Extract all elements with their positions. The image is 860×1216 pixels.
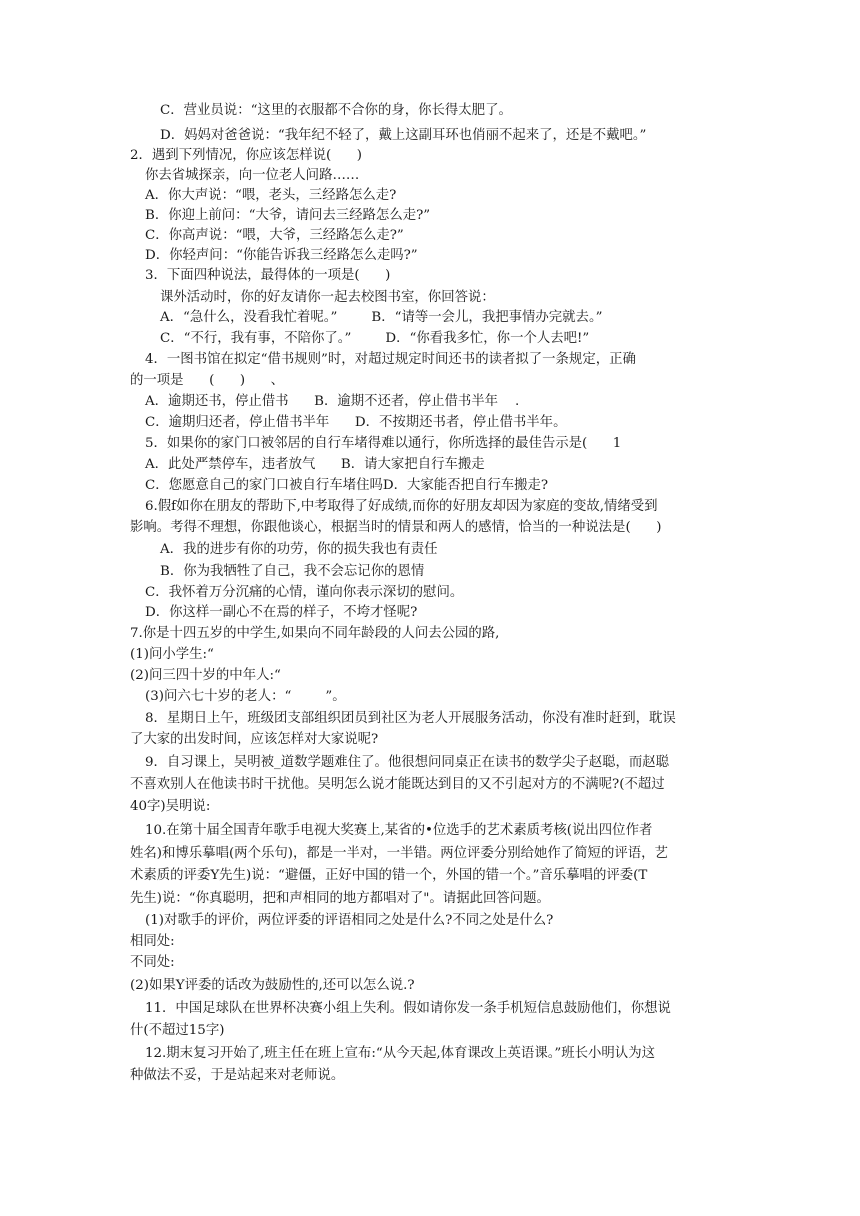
question-9-cont: 不喜欢别人在他读书时干扰他。吴明怎么说才能既达到目的又不引起对方的不满呢?(不超过: [130, 777, 665, 792]
question-10: 10.在第十届全国青年歌手电视大奖赛上,某省的•位选手的艺术素质考核(说出四位作者: [145, 823, 653, 838]
question-3-context: 课外活动时，你的好友请你一起去校图书室，你回答说：: [160, 290, 495, 305]
question-2-option-b: B．你迎上前问：“大爷，请问去三经路怎么走?”: [145, 208, 431, 223]
question-11-cont: 什(不超过15字): [130, 1023, 225, 1038]
question-2-context: 你去省城探亲，向一位老人问路……: [145, 168, 360, 183]
question-4: 4．一图书馆在拟定“借书规则”时，对超过规定时间还书的读者拟了一条规定，正确: [145, 352, 636, 367]
question-4-options-ab: A．逾期还书，停止借书 B．逾期不还者，停止借书半年 .: [145, 394, 520, 409]
question-11: 11．中国足球队在世界杯决赛小组上失利。假如请你发一条手机短信息鼓励他们，你想说: [145, 1001, 671, 1016]
question-12-cont: 种做法不妥，于是站起来对老师说。: [130, 1068, 345, 1083]
question-6-cont: 影响。考得不理想，你跟他谈心，根据当时的情景和两人的感情，恰当的一种说法是( ): [130, 520, 662, 535]
question-6-option-c: C．我怀着万分沉痛的心情，谨向你表示深切的慰问。: [145, 585, 464, 600]
question-2-option-a: A．你大声说：“喂，老头，三经路怎么走?: [145, 188, 397, 203]
question-6: 6.假f如你在朋友的帮助下,中考取得了好成绩,而你的好朋友却因为家庭的变故,情绪受到: [145, 499, 658, 514]
question-4-cont: 的一项是 ( ) 、: [130, 373, 285, 388]
question-9-answer: 40字)吴明说:: [130, 799, 211, 814]
question-6-option-a: A．我的进步有你的功劳，你的损失我也有责任: [160, 542, 438, 557]
question-3-options-ab: A．“急什么，没看我忙着呢。” B．“请等一会儿，我把事情办完就去。”: [160, 310, 603, 325]
question-8: 8．星期日上午，班级团支部组织团员到社区为老人开展服务活动，你没有准时赶到，耽误: [145, 711, 676, 726]
question-7-part-3: (3)问六七十岁的老人：“ ”。: [145, 689, 346, 704]
question-10-cont-1: 姓名)和博乐摹唱(两个乐句)，都是一半对，一半错。两位评委分别给她作了简短的评语，艺: [130, 846, 668, 861]
question-9: 9．自习课上，吴明被_道数学题难住了。他很想问同桌正在读书的数学尖子赵聪，而赵聪: [145, 755, 670, 770]
question-3: 3．下面四种说法，最得体的一项是( ): [145, 268, 391, 283]
question-10-diff-label: 不同处:: [130, 955, 175, 970]
question-10-cont-2: 术素质的评委Y先生)说：“避僵，正好中国的错一个，外国的错一个。”音乐摹唱的评委(T: [130, 868, 648, 883]
question-5-options-ab: A．此处严禁停车，违者放气 B．请大家把自行车搬走: [145, 457, 485, 472]
question-7-part-2: (2)问三四十岁的中年人:“: [130, 668, 281, 683]
question-6-option-d: D．你这样一副心不在焉的样子，不垮才怪呢?: [145, 605, 418, 620]
question-4-options-cd: C．逾期归还者，停止借书半年 D．不按期还书者，停止借书半年。: [145, 415, 567, 430]
question-2-option-c: C．你高声说：“喂，大爷，三经路怎么走?”: [145, 228, 404, 243]
option-d-text: D．妈妈对爸爸说：“我年纪不轻了，戴上这副耳环也俏丽不起来了，还是不戴吧。”: [160, 128, 647, 143]
question-7-part-1: (1)问小学生:“: [130, 647, 214, 662]
question-12: 12.期末复习开始了,班主任在班上宣布:“从今天起,体育课改上英语课。”班长小明认为这: [145, 1046, 655, 1061]
question-2: 2．遇到下列情况，你应该怎样说( ): [130, 148, 362, 163]
question-2-option-d: D．你轻声问：“你能告诉我三经路怎么走吗?”: [145, 248, 418, 263]
question-7: 7.你是十四五岁的中学生,如果向不同年龄段的人问去公园的路,: [130, 626, 500, 641]
question-10-part-1: (1)对歌手的评价，两位评委的评语相同之处是什么?不同之处是什么?: [145, 913, 554, 928]
question-6-option-b: B．你为我牺牲了自己，我不会忘记你的恩情: [160, 564, 425, 579]
option-c-text: C．营业员说：“这里的衣服都不合你的身，你长得太肥了。: [160, 103, 512, 118]
question-3-options-cd: C．“不行，我有事，不陪你了。” D．“你看我多忙，你一个人去吧!”: [160, 331, 590, 346]
question-10-same-label: 相同处:: [130, 934, 175, 949]
question-5: 5．如果你的家门口被邻居的自行车堵得难以通行，你所选择的最佳告示是( 1: [145, 436, 622, 451]
question-8-cont: 了大家的出发时间，应该怎样对大家说呢?: [130, 732, 379, 747]
question-10-cont-3: 先生)说：“你真聪明，把和声相同的地方都唱对了"。请据此回答问题。: [130, 891, 550, 906]
question-5-options-cd: C．您愿意自己的家门口被自行车堵住吗D．大家能否把自行车搬走?: [145, 478, 549, 493]
question-10-part-2: (2)如果Y评委的话改为鼓励性的,还可以怎么说.?: [130, 978, 415, 993]
